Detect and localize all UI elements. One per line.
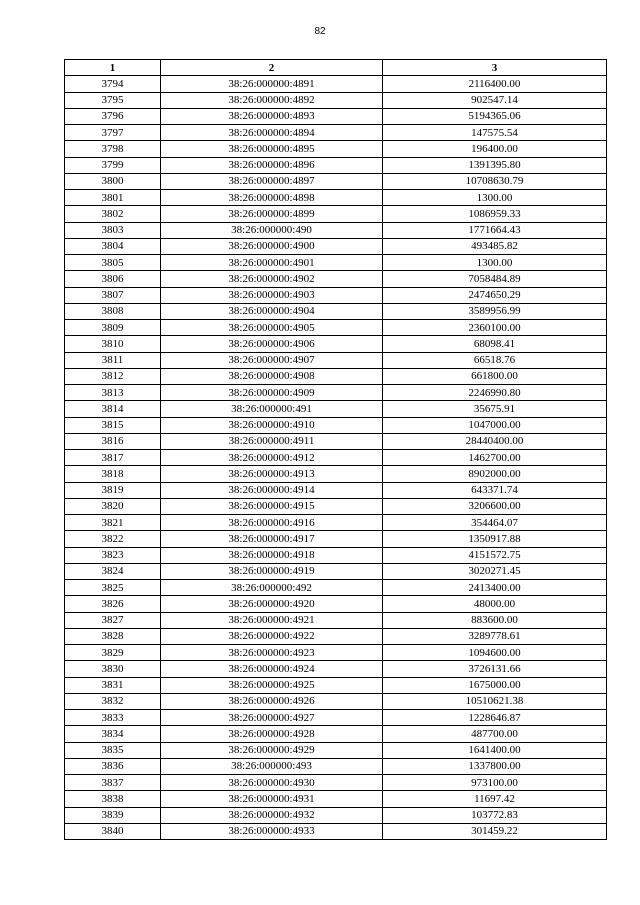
row-number-cell: 3818 [65, 466, 161, 482]
row-number-cell: 3813 [65, 385, 161, 401]
value-cell: 35675.91 [383, 401, 607, 417]
row-number-cell: 3819 [65, 482, 161, 498]
table-row [65, 320, 607, 336]
table-row [65, 76, 607, 92]
table-row [65, 157, 607, 173]
cadastral-number-cell: 38:26:000000:490 [161, 222, 383, 238]
cadastral-number-cell: 38:26:000000:4916 [161, 515, 383, 531]
value-cell: 3020271.45 [383, 563, 607, 579]
cadastral-number-cell: 38:26:000000:4923 [161, 645, 383, 661]
table-row [65, 661, 607, 677]
value-cell: 3589956.99 [383, 303, 607, 319]
row-number-cell: 3823 [65, 547, 161, 563]
row-number-cell: 3816 [65, 433, 161, 449]
cadastral-number-cell: 38:26:000000:4911 [161, 433, 383, 449]
table-row [65, 791, 607, 807]
table-row [65, 612, 607, 628]
cadastral-number-cell: 38:26:000000:4900 [161, 238, 383, 254]
value-cell: 103772.83 [383, 807, 607, 823]
row-number-cell: 3837 [65, 775, 161, 791]
value-cell: 973100.00 [383, 775, 607, 791]
cadastral-number-cell: 38:26:000000:4894 [161, 125, 383, 141]
table-row [65, 287, 607, 303]
cadastral-number-cell: 38:26:000000:4922 [161, 628, 383, 644]
value-cell: 196400.00 [383, 141, 607, 157]
row-number-cell: 3817 [65, 450, 161, 466]
cadastral-number-cell: 38:26:000000:4914 [161, 482, 383, 498]
cadastral-number-cell: 38:26:000000:4904 [161, 303, 383, 319]
table-row [65, 466, 607, 482]
cadastral-number-cell: 38:26:000000:4926 [161, 693, 383, 709]
value-cell: 643371.74 [383, 482, 607, 498]
value-cell: 1047000.00 [383, 417, 607, 433]
cadastral-number-cell: 38:26:000000:4896 [161, 157, 383, 173]
value-cell: 1228646.87 [383, 710, 607, 726]
row-number-cell: 3810 [65, 336, 161, 352]
value-cell: 5194365.06 [383, 108, 607, 124]
table-row [65, 206, 607, 222]
table-row [65, 108, 607, 124]
cadastral-number-cell: 38:26:000000:4897 [161, 173, 383, 189]
value-cell: 493485.82 [383, 238, 607, 254]
cadastral-number-cell: 38:26:000000:4907 [161, 352, 383, 368]
row-number-cell: 3829 [65, 645, 161, 661]
row-number-cell: 3838 [65, 791, 161, 807]
value-cell: 3289778.61 [383, 628, 607, 644]
row-number-cell: 3836 [65, 758, 161, 774]
value-cell: 661800.00 [383, 368, 607, 384]
table-row [65, 222, 607, 238]
row-number-cell: 3806 [65, 271, 161, 287]
table-row [65, 758, 607, 774]
table-row [65, 547, 607, 563]
cadastral-number-cell: 38:26:000000:4915 [161, 498, 383, 514]
table-row [65, 710, 607, 726]
value-cell: 11697.42 [383, 791, 607, 807]
table-row [65, 677, 607, 693]
row-number-cell: 3803 [65, 222, 161, 238]
table-row [65, 628, 607, 644]
value-cell: 3206600.00 [383, 498, 607, 514]
value-cell: 10510621.38 [383, 693, 607, 709]
row-number-cell: 3815 [65, 417, 161, 433]
row-number-cell: 3805 [65, 255, 161, 271]
row-number-cell: 3804 [65, 238, 161, 254]
table-row [65, 255, 607, 271]
value-cell: 4151572.75 [383, 547, 607, 563]
table-row [65, 368, 607, 384]
table-row [65, 433, 607, 449]
row-number-cell: 3798 [65, 141, 161, 157]
cadastral-number-cell: 38:26:000000:4903 [161, 287, 383, 303]
cadastral-number-cell: 38:26:000000:4892 [161, 92, 383, 108]
row-number-cell: 3832 [65, 693, 161, 709]
table-row [65, 580, 607, 596]
value-cell: 1094600.00 [383, 645, 607, 661]
value-cell: 3726131.66 [383, 661, 607, 677]
row-number-cell: 3800 [65, 173, 161, 189]
table-row [65, 823, 607, 839]
table-row [65, 596, 607, 612]
value-cell: 1675000.00 [383, 677, 607, 693]
value-cell: 7058484.89 [383, 271, 607, 287]
table-row [65, 303, 607, 319]
table-row [65, 352, 607, 368]
value-cell: 1086959.33 [383, 206, 607, 222]
value-cell: 147575.54 [383, 125, 607, 141]
row-number-cell: 3840 [65, 823, 161, 839]
cadastral-number-cell: 38:26:000000:4898 [161, 190, 383, 206]
table-row [65, 726, 607, 742]
cadastral-number-cell: 38:26:000000:4920 [161, 596, 383, 612]
row-number-cell: 3824 [65, 563, 161, 579]
row-number-cell: 3801 [65, 190, 161, 206]
value-cell: 1391395.80 [383, 157, 607, 173]
column-header-3: 3 [383, 60, 607, 76]
cadastral-number-cell: 38:26:000000:4893 [161, 108, 383, 124]
registry-table [64, 59, 607, 840]
value-cell: 1462700.00 [383, 450, 607, 466]
value-cell: 1641400.00 [383, 742, 607, 758]
table-row [65, 125, 607, 141]
page-number: 82 [314, 26, 326, 37]
cadastral-number-cell: 38:26:000000:4918 [161, 547, 383, 563]
value-cell: 2413400.00 [383, 580, 607, 596]
row-number-cell: 3814 [65, 401, 161, 417]
table-row [65, 515, 607, 531]
table-row [65, 775, 607, 791]
cadastral-number-cell: 38:26:000000:4908 [161, 368, 383, 384]
table-header [65, 60, 607, 76]
cadastral-number-cell: 38:26:000000:4895 [161, 141, 383, 157]
row-number-cell: 3794 [65, 76, 161, 92]
table-row [65, 238, 607, 254]
row-number-cell: 3799 [65, 157, 161, 173]
value-cell: 8902000.00 [383, 466, 607, 482]
row-number-cell: 3797 [65, 125, 161, 141]
value-cell: 1350917.88 [383, 531, 607, 547]
table-row [65, 742, 607, 758]
table-row [65, 531, 607, 547]
row-number-cell: 3827 [65, 612, 161, 628]
row-number-cell: 3822 [65, 531, 161, 547]
cadastral-number-cell: 38:26:000000:4902 [161, 271, 383, 287]
header-row [65, 60, 607, 76]
value-cell: 2116400.00 [383, 76, 607, 92]
cadastral-number-cell: 38:26:000000:492 [161, 580, 383, 596]
cadastral-number-cell: 38:26:000000:4912 [161, 450, 383, 466]
column-header-1: 1 [65, 60, 161, 76]
cadastral-number-cell: 38:26:000000:4925 [161, 677, 383, 693]
table-row [65, 141, 607, 157]
cadastral-number-cell: 38:26:000000:491 [161, 401, 383, 417]
table-row [65, 807, 607, 823]
value-cell: 66518.76 [383, 352, 607, 368]
table-row [65, 173, 607, 189]
cadastral-number-cell: 38:26:000000:4917 [161, 531, 383, 547]
table-row [65, 271, 607, 287]
value-cell: 883600.00 [383, 612, 607, 628]
value-cell: 301459.22 [383, 823, 607, 839]
table-row [65, 417, 607, 433]
cadastral-number-cell: 38:26:000000:4905 [161, 320, 383, 336]
row-number-cell: 3812 [65, 368, 161, 384]
row-number-cell: 3835 [65, 742, 161, 758]
cadastral-number-cell: 38:26:000000:4921 [161, 612, 383, 628]
cadastral-number-cell: 38:26:000000:4901 [161, 255, 383, 271]
row-number-cell: 3796 [65, 108, 161, 124]
cadastral-number-cell: 38:26:000000:4906 [161, 336, 383, 352]
value-cell: 2474650.29 [383, 287, 607, 303]
row-number-cell: 3825 [65, 580, 161, 596]
table-row [65, 450, 607, 466]
value-cell: 902547.14 [383, 92, 607, 108]
cadastral-number-cell: 38:26:000000:4929 [161, 742, 383, 758]
cadastral-number-cell: 38:26:000000:4932 [161, 807, 383, 823]
table-row [65, 401, 607, 417]
row-number-cell: 3808 [65, 303, 161, 319]
table-row [65, 563, 607, 579]
row-number-cell: 3830 [65, 661, 161, 677]
value-cell: 1771664.43 [383, 222, 607, 238]
cadastral-number-cell: 38:26:000000:4931 [161, 791, 383, 807]
value-cell: 2360100.00 [383, 320, 607, 336]
value-cell: 1300.00 [383, 255, 607, 271]
row-number-cell: 3811 [65, 352, 161, 368]
table-row [65, 385, 607, 401]
value-cell: 68098.41 [383, 336, 607, 352]
value-cell: 28440400.00 [383, 433, 607, 449]
value-cell: 354464.07 [383, 515, 607, 531]
value-cell: 48000.00 [383, 596, 607, 612]
table-row [65, 498, 607, 514]
cadastral-number-cell: 38:26:000000:4927 [161, 710, 383, 726]
cadastral-number-cell: 38:26:000000:4930 [161, 775, 383, 791]
value-cell: 10708630.79 [383, 173, 607, 189]
cadastral-number-cell: 38:26:000000:4910 [161, 417, 383, 433]
value-cell: 2246990.80 [383, 385, 607, 401]
cadastral-number-cell: 38:26:000000:4899 [161, 206, 383, 222]
table-row [65, 92, 607, 108]
cadastral-number-cell: 38:26:000000:493 [161, 758, 383, 774]
row-number-cell: 3795 [65, 92, 161, 108]
row-number-cell: 3809 [65, 320, 161, 336]
cadastral-number-cell: 38:26:000000:4891 [161, 76, 383, 92]
row-number-cell: 3833 [65, 710, 161, 726]
row-number-cell: 3807 [65, 287, 161, 303]
row-number-cell: 3802 [65, 206, 161, 222]
row-number-cell: 3826 [65, 596, 161, 612]
table-row [65, 482, 607, 498]
table-row [65, 693, 607, 709]
table-row [65, 336, 607, 352]
cadastral-number-cell: 38:26:000000:4924 [161, 661, 383, 677]
row-number-cell: 3828 [65, 628, 161, 644]
row-number-cell: 3820 [65, 498, 161, 514]
value-cell: 487700.00 [383, 726, 607, 742]
cadastral-number-cell: 38:26:000000:4913 [161, 466, 383, 482]
cadastral-number-cell: 38:26:000000:4919 [161, 563, 383, 579]
value-cell: 1300.00 [383, 190, 607, 206]
cadastral-number-cell: 38:26:000000:4933 [161, 823, 383, 839]
table-row [65, 190, 607, 206]
row-number-cell: 3831 [65, 677, 161, 693]
column-header-2: 2 [161, 60, 383, 76]
table-row [65, 645, 607, 661]
cadastral-number-cell: 38:26:000000:4909 [161, 385, 383, 401]
row-number-cell: 3834 [65, 726, 161, 742]
row-number-cell: 3821 [65, 515, 161, 531]
value-cell: 1337800.00 [383, 758, 607, 774]
table-body [65, 76, 607, 840]
cadastral-number-cell: 38:26:000000:4928 [161, 726, 383, 742]
row-number-cell: 3839 [65, 807, 161, 823]
